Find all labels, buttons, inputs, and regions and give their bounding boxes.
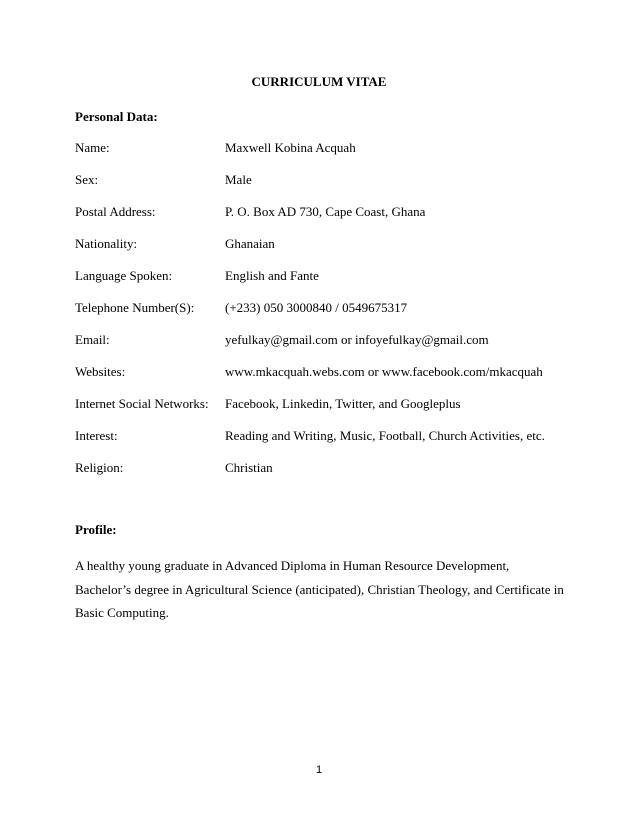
field-row-email bbox=[75, 332, 575, 350]
document-title: CURRICULUM VITAE bbox=[251, 74, 387, 89]
field-row-name bbox=[75, 140, 575, 158]
field-label: Telephone Number(S): bbox=[75, 300, 195, 315]
field-value: Ghanaian bbox=[225, 236, 275, 251]
field-value: (+233) 050 3000840 / 0549675317 bbox=[225, 300, 408, 315]
field-label: Interest: bbox=[75, 428, 118, 443]
field-value: www.mkacquah.webs.com or www.facebook.com/mkacquah bbox=[225, 364, 543, 379]
field-row-language bbox=[75, 268, 575, 286]
page-number: 1 bbox=[315, 764, 323, 776]
field-label: Sex: bbox=[75, 172, 99, 187]
field-label: Language Spoken: bbox=[75, 268, 173, 283]
profile-paragraph: A healthy young graduate in Advanced Diploma in Human Resource Development, Bachelor’s degree in Agricultural Science (anticipated), Christian Theology, and Certificate in Basic Computing. bbox=[75, 558, 564, 620]
field-row-websites bbox=[75, 364, 575, 382]
personal-data-heading: Personal Data: bbox=[75, 109, 158, 124]
field-value: P. O. Box AD 730, Cape Coast, Ghana bbox=[225, 204, 426, 219]
field-value: Reading and Writing, Music, Football, Church Activities, etc. bbox=[225, 428, 545, 443]
field-value: yefulkay@gmail.com or infoyefulkay@gmail.com bbox=[225, 332, 489, 347]
field-label: Websites: bbox=[75, 364, 126, 379]
field-value: Facebook, Linkedin, Twitter, and Googleplus bbox=[225, 396, 461, 411]
field-value: Male bbox=[225, 172, 252, 187]
field-label: Postal Address: bbox=[75, 204, 156, 219]
field-row-postal-address bbox=[75, 204, 575, 222]
field-row-social-networks bbox=[75, 396, 575, 414]
field-label: Religion: bbox=[75, 460, 124, 475]
field-value: Maxwell Kobina Acquah bbox=[225, 140, 356, 155]
field-row-interest bbox=[75, 428, 575, 446]
field-value: Christian bbox=[225, 460, 273, 475]
field-label: Nationality: bbox=[75, 236, 138, 251]
profile-heading: Profile: bbox=[75, 522, 117, 537]
field-row-nationality bbox=[75, 236, 575, 254]
field-value: English and Fante bbox=[225, 268, 319, 283]
field-label: Email: bbox=[75, 332, 110, 347]
field-label: Internet Social Networks: bbox=[75, 396, 209, 411]
field-label: Name: bbox=[75, 140, 110, 155]
field-row-religion bbox=[75, 460, 575, 478]
field-row-telephone bbox=[75, 300, 575, 318]
field-row-sex bbox=[75, 172, 575, 190]
